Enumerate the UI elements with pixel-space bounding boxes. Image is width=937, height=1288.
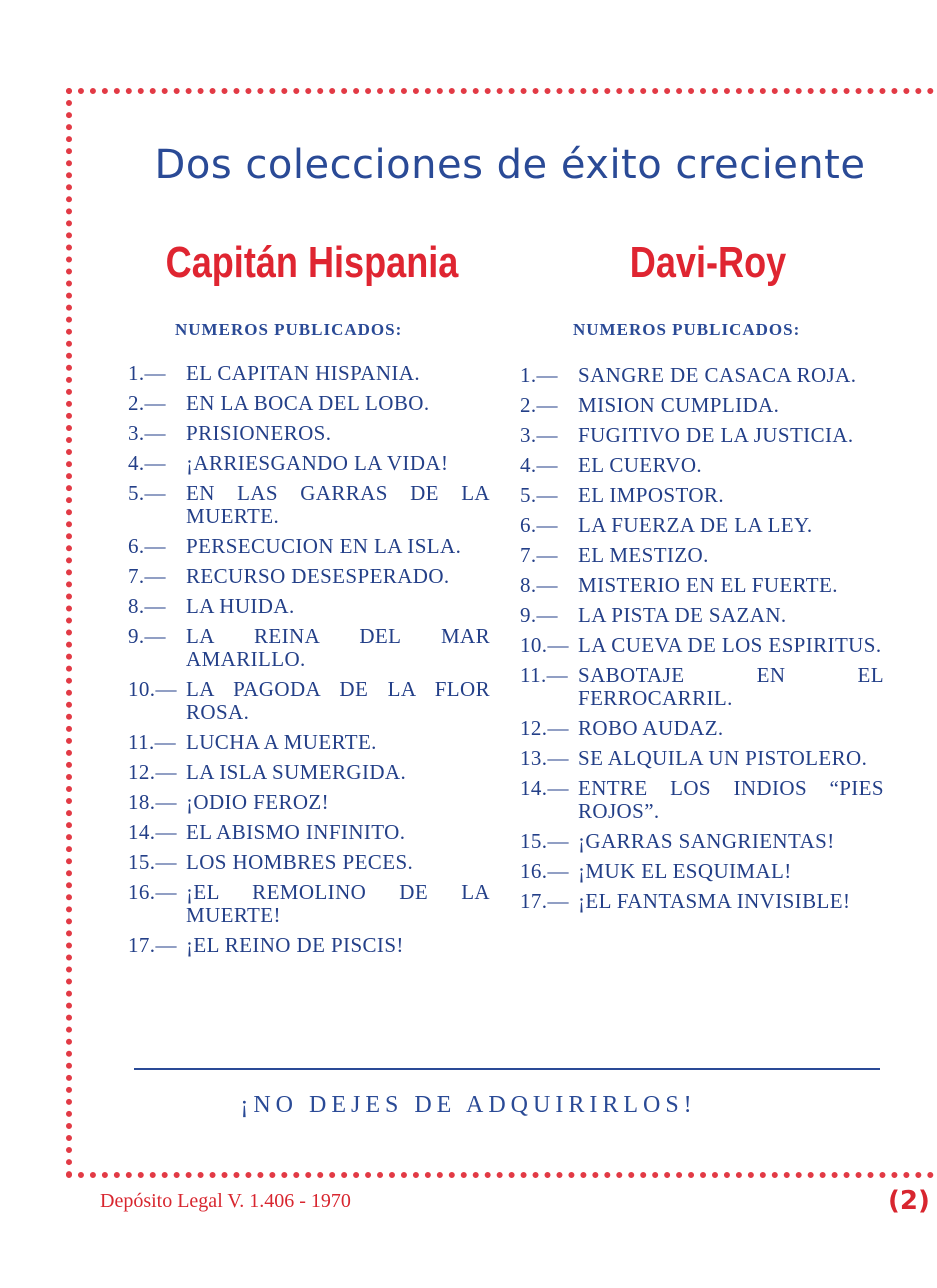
list-item [520, 890, 884, 913]
collection-title-davi-roy: Davi-Roy [629, 238, 787, 287]
list-item [128, 362, 490, 385]
list-item [520, 604, 884, 627]
issue-title: LUCHA A MUERTE. [186, 730, 377, 754]
issue-title: ¡ARRIESGANDO LA VIDA! [186, 451, 449, 475]
collection-title-capitan-hispania: Capitán Hispania [165, 238, 459, 287]
list-item [128, 392, 490, 415]
issue-title: EL MESTIZO. [578, 543, 709, 567]
legal-deposit-notice: Depósito Legal V. 1.406 - 1970 [100, 1190, 351, 1212]
list-item [128, 731, 490, 754]
issue-title: FUGITIVO DE LA JUSTICIA. [578, 423, 854, 447]
issue-title: ¡MUK EL ESQUIMAL! [578, 859, 792, 883]
issue-number: 4.— [520, 453, 558, 477]
capitan-hispania-issue-list [128, 362, 490, 964]
list-item [520, 860, 884, 883]
issue-title: ¡EL REMOLINO DE LA MUERTE! [186, 880, 490, 927]
issue-number: 14.— [128, 820, 177, 844]
issue-number: 1.— [128, 361, 166, 385]
list-item [520, 364, 884, 387]
list-item [128, 761, 490, 784]
list-item [128, 881, 490, 927]
list-item [128, 565, 490, 588]
page-number: (2) [888, 1186, 930, 1216]
issue-number: 5.— [128, 481, 166, 505]
issue-number: 14.— [520, 776, 569, 800]
issue-title: LA PAGODA DE LA FLOR ROSA. [186, 677, 490, 724]
list-item [128, 934, 490, 957]
issue-title: ROBO AUDAZ. [578, 716, 724, 740]
issue-title: SANGRE DE CASACA ROJA. [578, 363, 857, 387]
page-headline: Dos colecciones de éxito creciente [154, 142, 866, 188]
list-item [128, 422, 490, 445]
issue-title: LA CUEVA DE LOS ESPIRITUS. [578, 633, 882, 657]
issue-title: ¡EL FANTASMA INVISIBLE! [578, 889, 851, 913]
issue-title: ¡GARRAS SANGRIENTAS! [578, 829, 835, 853]
issue-title: LA ISLA SUMERGIDA. [186, 760, 407, 784]
issue-number: 2.— [520, 393, 558, 417]
issue-number: 12.— [520, 716, 569, 740]
list-item [128, 821, 490, 844]
issue-number: 10.— [520, 633, 569, 657]
list-item [520, 514, 884, 537]
issue-number: 11.— [128, 730, 177, 754]
issue-number: 3.— [520, 423, 558, 447]
issue-number: 12.— [128, 760, 177, 784]
issue-number: 18.— [128, 790, 177, 814]
issue-title: MISION CUMPLIDA. [578, 393, 780, 417]
list-item [128, 625, 490, 671]
list-item [128, 452, 490, 475]
issue-number: 7.— [520, 543, 558, 567]
davi-roy-issue-list [520, 364, 884, 920]
issue-title: LA HUIDA. [186, 594, 295, 618]
issue-number: 15.— [128, 850, 177, 874]
list-item [128, 791, 490, 814]
issue-title: RECURSO DESESPERADO. [186, 564, 450, 588]
list-item [520, 454, 884, 477]
issue-title: LA REINA DEL MAR AMARILLO. [186, 624, 490, 671]
divider [134, 1068, 880, 1070]
issue-number: 4.— [128, 451, 166, 475]
issue-number: 9.— [128, 624, 166, 648]
list-item [520, 574, 884, 597]
list-item [128, 482, 490, 528]
issue-number: 8.— [128, 594, 166, 618]
issue-title: LA PISTA DE SAZAN. [578, 603, 787, 627]
issue-title: EN LAS GARRAS DE LA MUERTE. [186, 481, 490, 528]
issue-number: 17.— [520, 889, 569, 913]
issue-title: ¡EL REINO DE PISCIS! [186, 933, 404, 957]
issue-number: 17.— [128, 933, 177, 957]
issue-title: ENTRE LOS INDIOS “PIES ROJOS”. [578, 776, 884, 823]
issue-title: EL CUERVO. [578, 453, 703, 477]
issue-number: 9.— [520, 603, 558, 627]
list-item [128, 851, 490, 874]
issue-number: 11.— [520, 663, 569, 687]
list-item [520, 664, 884, 710]
issue-number: 15.— [520, 829, 569, 853]
issue-number: 16.— [520, 859, 569, 883]
list-item [128, 595, 490, 618]
issue-number: 6.— [128, 534, 166, 558]
issue-title: EL ABISMO INFINITO. [186, 820, 406, 844]
list-item [520, 717, 884, 740]
list-item [520, 777, 884, 823]
list-item [520, 544, 884, 567]
list-item [128, 678, 490, 724]
list-item [128, 535, 490, 558]
issue-number: 7.— [128, 564, 166, 588]
issue-number: 5.— [520, 483, 558, 507]
issue-number: 6.— [520, 513, 558, 537]
list-item [520, 830, 884, 853]
issue-title: MISTERIO EN EL FUERTE. [578, 573, 838, 597]
issue-title: ¡ODIO FEROZ! [186, 790, 330, 814]
issue-title: LA FUERZA DE LA LEY. [578, 513, 813, 537]
issue-number: 13.— [520, 746, 569, 770]
issue-number: 16.— [128, 880, 177, 904]
list-item [520, 747, 884, 770]
issue-number: 1.— [520, 363, 558, 387]
issue-title: LOS HOMBRES PECES. [186, 850, 414, 874]
issue-title: SABOTAJE EN EL FERROCARRIL. [578, 663, 884, 710]
issue-title: SE ALQUILA UN PISTOLERO. [578, 746, 868, 770]
issue-title: EL IMPOSTOR. [578, 483, 724, 507]
issue-title: EL CAPITAN HISPANIA. [186, 361, 421, 385]
list-item [520, 424, 884, 447]
list-item [520, 484, 884, 507]
issue-number: 10.— [128, 677, 177, 701]
list-item [520, 634, 884, 657]
list-item [520, 394, 884, 417]
issue-number: 3.— [128, 421, 166, 445]
issue-number: 8.— [520, 573, 558, 597]
issue-number: 2.— [128, 391, 166, 415]
collection-subtitle: NUMEROS PUBLICADOS: [573, 320, 801, 339]
issue-title: EN LA BOCA DEL LOBO. [186, 391, 430, 415]
collection-subtitle: NUMEROS PUBLICADOS: [175, 320, 403, 339]
issue-title: PERSECUCION EN LA ISLA. [186, 534, 462, 558]
issue-title: PRISIONEROS. [186, 421, 332, 445]
call-to-action: ¡NO DEJES DE ADQUIRIRLOS! [240, 1092, 697, 1118]
